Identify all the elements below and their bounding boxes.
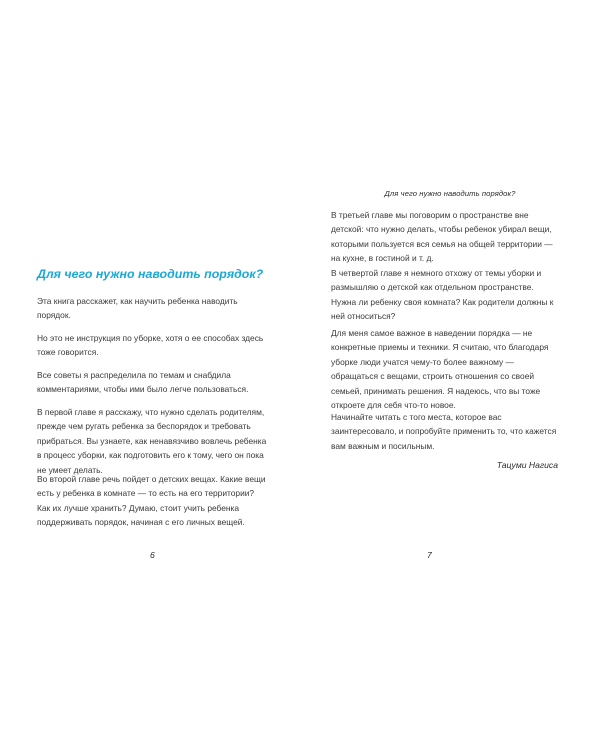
paragraph: Для меня самое важное в наведении порядка — не конкретные приемы и техники. Я считаю, что благодаря уборке люди учатся чему-то более важному — обращаться с вещами, строить отношения со своей семьей, принимать решения. Я надеюсь, что вы тоже откроете для себя что-то новое. xyxy=(331,328,549,411)
author-signature: Тацуми Нагиса xyxy=(496,460,558,470)
paragraph: Эта книга расскажет, как научить ребенка наводить порядок. xyxy=(37,296,238,321)
paragraph: Все советы я распределила по темам и снабдила комментариями, чтобы ими было легче пользоваться. xyxy=(37,370,249,395)
paragraph: Во второй главе речь пойдет о детских вещах. Какие вещи есть у ребенка в комнате — то есть на его территории? Как их лучше хранить? Думаю, стоит учить ребенка поддерживать порядок, начиная с его личных вещей. xyxy=(37,474,266,528)
page-number-left: 6 xyxy=(150,550,155,560)
paragraph: В третьей главе мы поговорим о пространстве вне детской: что нужно делать, чтобы ребенок убирал вещи, которыми пользуется вся семья на общей территории — на кухне, в гостиной и т. д. xyxy=(331,210,553,264)
chapter-heading: Для чего нужно наводить порядок? xyxy=(37,267,264,281)
paragraph: Начинайте читать с того места, которое вас заинтересовало, и попробуйте применить то, что кажется вам важным и посильным. xyxy=(331,412,557,451)
paragraph: Но это не инструкция по уборке, хотя о ее способах здесь тоже говорится. xyxy=(37,333,264,358)
paragraph: В первой главе я расскажу, что нужно сделать родителям, прежде чем ругать ребенка за беспорядок и требовать прибраться. Вы узнаете, как ненавязчиво вовлечь ребенка в процесс уборки, как подготовить его к тому, чего он пока не умеет делать. xyxy=(37,407,267,475)
page-number-right: 7 xyxy=(427,550,432,560)
running-head: Для чего нужно наводить порядок? xyxy=(384,189,516,198)
paragraph: В четвертой главе я немного отхожу от темы уборки и размышляю о детской как отдельном пространстве. Нужна ли ребенку своя комната? Как родители должны к ней относиться? xyxy=(331,268,554,322)
